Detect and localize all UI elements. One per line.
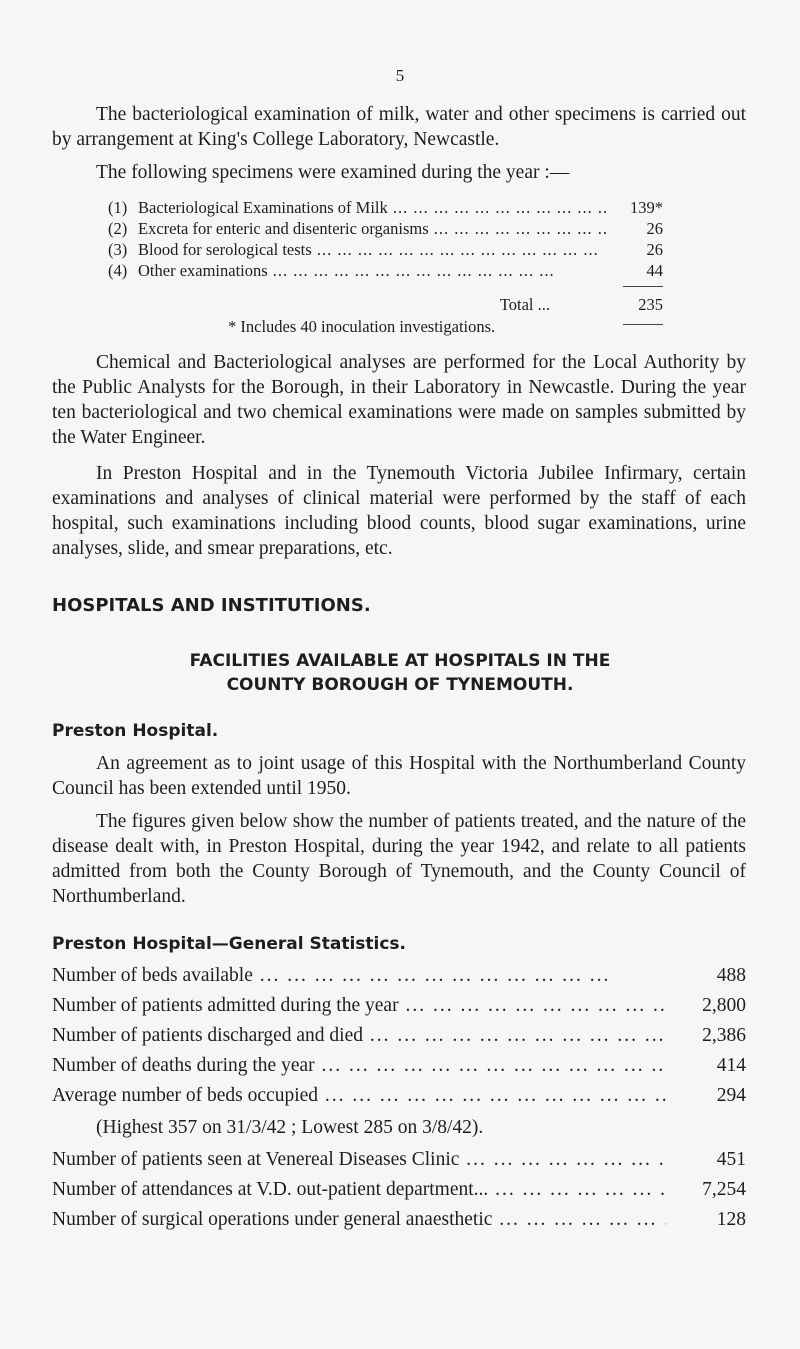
statistic-value: 294	[716, 1085, 746, 1106]
statistic-label: Number of patients discharged and died ... .	[52, 1021, 666, 1051]
hospitals-heading: HOSPITALS AND INSTITUTIONS.	[52, 595, 371, 616]
statistic-value: 7,254	[702, 1179, 746, 1200]
specimens-table	[108, 197, 663, 317]
specimens-intro: The following specimens were examined during the year :—	[96, 162, 570, 183]
facilities-heading	[0, 649, 800, 697]
statistic-row	[52, 961, 746, 991]
statistic-label: Number of patients admitted during the year ... .	[52, 991, 666, 1021]
specimen-value: 26	[646, 240, 663, 259]
statistic-row	[52, 1205, 746, 1235]
statistic-row	[52, 1051, 746, 1081]
preston-tynemouth-paragraph: In Preston Hospital and in the Tynemouth Victoria Jubilee Infirmary, certain examinations and analyses of clinical material were performed by the staff of each hospital, such examinations including blood counts, blood sugar examinations, urine analyses, slide, and smear preparations, etc.	[52, 463, 746, 559]
specimen-label: Bacteriological Examinations of Milk ... .	[138, 197, 608, 218]
statistic-label: Number of deaths during the year ... .	[52, 1051, 666, 1081]
statistics-table	[52, 961, 746, 1235]
chemical-analyses-paragraph: Chemical and Bacteriological analyses are performed for the Local Authority by the Public Analysts for the Borough, in their Laboratory in Newcastle. During the year ten bacteriological and two chemical examinations were made on samples submitted by the Water Engineer.	[52, 352, 746, 448]
specimen-label: Excreta for enteric and disenteric organisms ... .	[138, 218, 608, 239]
specimen-number: (4)	[108, 261, 128, 280]
statistic-label: Number of patients seen at Venereal Diseases Clinic ... .	[52, 1145, 666, 1175]
statistic-value: 2,800	[702, 995, 746, 1016]
specimens-total-row	[108, 293, 663, 317]
specimen-number: (2)	[108, 219, 128, 238]
figures-paragraph: The figures given below show the number of patients treated, and the nature of the disease dealt with, in Preston Hospital, during the year 1942, and relate to all patients admitted from both the County Borough of Tynemouth, and the County Council of Northumberland.	[52, 811, 746, 907]
statistic-row	[52, 1175, 746, 1205]
statistic-row	[52, 1081, 746, 1111]
beds-occupied-note: (Highest 357 on 31/3/42 ; Lowest 285 on 3/8/42).	[96, 1117, 484, 1138]
statistic-label: Average number of beds occupied ... .	[52, 1081, 666, 1111]
facilities-heading-line1: FACILITIES AVAILABLE AT HOSPITALS IN THE	[189, 651, 611, 671]
specimen-label: Blood for serological tests ... .	[138, 239, 608, 260]
statistic-value: 414	[716, 1055, 746, 1076]
intro-paragraph: The bacteriological examination of milk, water and other specimens is carried out by arrangement at King's College Laboratory, Newcastle.	[52, 104, 746, 150]
specimen-row	[108, 197, 663, 218]
agreement-paragraph: An agreement as to joint usage of this Hospital with the Northumberland County Council has been extended until 1950.	[52, 753, 746, 799]
facilities-heading-line2: COUNTY BOROUGH OF TYNEMOUTH.	[226, 675, 574, 695]
specimen-value: 139*	[630, 198, 663, 217]
general-statistics-heading: Preston Hospital—General Statistics.	[52, 934, 407, 954]
specimens-footnote: * Includes 40 inoculation investigations.	[228, 317, 496, 336]
statistic-label: Number of surgical operations under general anaesthetic ... .	[52, 1205, 666, 1235]
statistic-value: 451	[716, 1149, 746, 1170]
specimen-label: Other examinations ... .	[138, 260, 608, 281]
total-value: 235	[638, 295, 663, 314]
specimen-row	[108, 218, 663, 239]
specimen-number: (1)	[108, 198, 128, 217]
statistic-value: 488	[716, 965, 746, 986]
statistic-row	[52, 991, 746, 1021]
specimen-value: 26	[646, 219, 663, 238]
preston-hospital-heading: Preston Hospital.	[52, 721, 219, 741]
specimen-row	[108, 260, 663, 281]
statistic-row	[52, 1145, 746, 1175]
statistic-value: 128	[716, 1209, 746, 1230]
specimen-row	[108, 239, 663, 260]
total-label: Total ...	[499, 295, 550, 314]
statistic-label: Number of beds available ... .	[52, 961, 666, 991]
statistic-value: 2,386	[702, 1025, 746, 1046]
total-rule-top	[623, 286, 663, 287]
statistic-label: Number of attendances at V.D. out-patient department... ... .	[52, 1175, 666, 1205]
specimen-value: 44	[646, 261, 663, 280]
statistic-row	[52, 1021, 746, 1051]
specimen-number: (3)	[108, 240, 128, 259]
page-number: 5	[395, 66, 405, 85]
total-rule-bottom	[623, 324, 663, 325]
